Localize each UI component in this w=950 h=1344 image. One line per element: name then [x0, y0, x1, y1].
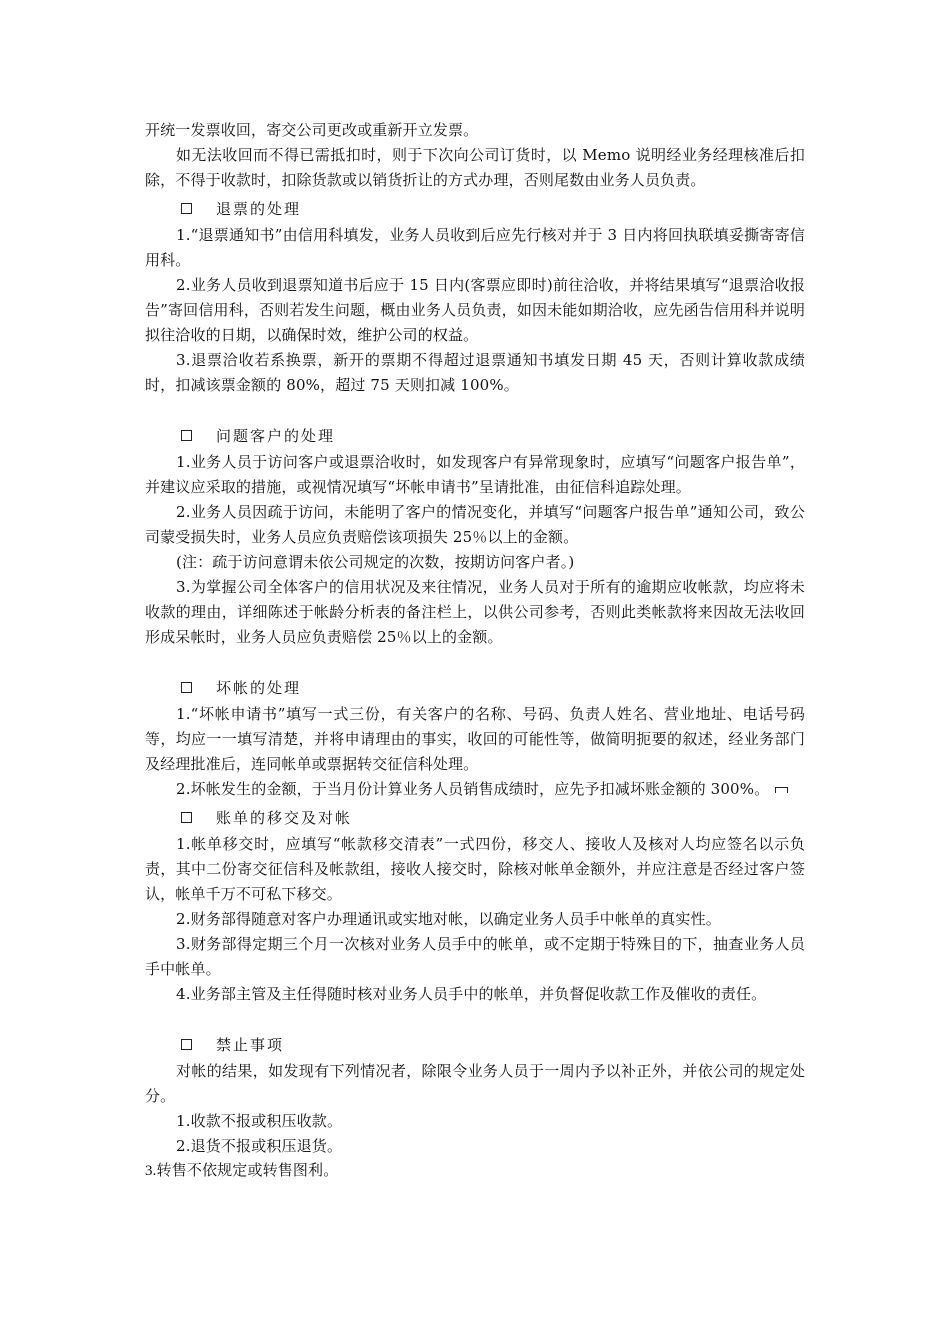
checkbox-icon	[181, 812, 192, 823]
checkbox-icon	[181, 1039, 192, 1050]
section-heading	[181, 420, 805, 450]
section-title: 退票的处理	[216, 199, 302, 218]
paragraph: 开统一发票收回，寄交公司更改或重新开立发票。	[145, 121, 479, 139]
checkbox-icon	[181, 430, 192, 441]
section-heading	[181, 802, 805, 832]
section-heading	[181, 1029, 805, 1059]
paragraph: 如无法收回而不得已需抵扣时，则于下次向公司订货时，以 Memo 说明经业务经理核准后扣除，不得于收款时，扣除货款或以销货折让的方式办理，否则尾数由业务人员负责。	[145, 146, 805, 189]
paragraph: 4.业务部主管及主任得随时核对业务人员手中的帐单，并负督促收款工作及催收的责任。	[176, 985, 767, 1003]
paragraph-text: 2.坏帐发生的金额，于当月份计算业务人员销售成绩时，应先予扣减坏账金额的 300%。	[176, 780, 770, 798]
paragraph: 2.业务人员收到退票知道书后应于 15 日内(客票应即时)前往洽收，并将结果填写“退票洽收报告”寄回信用科，否则若发生问题，概由业务人员负责，如因未能如期洽收，应先函告信用科并说明拟往洽收的日期，以确保时效，维护公司的权益。	[145, 276, 805, 344]
section-title: 禁止事项	[216, 1035, 285, 1054]
paragraph: (注：疏于访问意谓未依公司规定的次数，按期访问客户者。)	[176, 553, 575, 571]
section-title: 问题客户的处理	[216, 426, 336, 445]
paragraph: 3.退票洽收若系换票，新开的票期不得超过退票通知书填发日期 45 天，否则计算收款成绩时，扣减该票金额的 80%，超过 75 天则扣减 100%。	[145, 351, 805, 394]
section-title: 坏帐的处理	[216, 678, 302, 697]
paragraph	[145, 777, 805, 802]
paragraph: 2.业务人员因疏于访问，未能明了客户的情况变化，并填写“问题客户报告单”通知公司，致公司蒙受损失时，业务人员应负责赔偿该项损失 25％以上的金额。	[145, 503, 805, 546]
paragraph: 3.为掌握公司全体客户的信用状况及来往情况，业务人员对于所有的逾期应收帐款，均应将未收款的理由，详细陈述于帐龄分析表的备注栏上，以供公司参考，否则此类帐款将来因故无法收回形成呆帐时，业务人员应负责赔偿 25％以上的金额。	[145, 578, 805, 646]
checkbox-icon	[181, 682, 192, 693]
paragraph: 1.收款不报或积压收款。	[176, 1112, 343, 1130]
paragraph: 1.业务人员于访问客户或退票洽收时，如发现客户有异常现象时，应填写“问题客户报告单”，并建议应采取的措施，或视情况填写“坏帐申请书”呈请批准，由征信科追踪处理。	[145, 453, 805, 496]
paragraph: 2.退货不报或积压退货。	[176, 1137, 343, 1155]
paragraph: 1.“退票通知书”由信用科填发，业务人员收到后应先行核对并于 3 日内将回执联填妥撕寄寄信用科。	[145, 226, 805, 269]
bracket-mark-icon	[775, 787, 788, 793]
section-heading	[181, 672, 805, 702]
paragraph: 1.“坏帐申请书”填写一式三份，有关客户的名称、号码、负责人姓名、营业地址、电话号码等，均应一一填写清楚，并将申请理由的事实，收回的可能性等，做简明扼要的叙述，经业务部门及经理批准后，连同帐单或票据转交征信科处理。	[145, 705, 805, 773]
paragraph: 2.财务部得随意对客户办理通讯或实地对帐，以确定业务人员手中帐单的真实性。	[176, 910, 721, 928]
document-page	[145, 118, 805, 1184]
section-heading	[181, 193, 805, 223]
checkbox-icon	[181, 203, 192, 214]
section-title: 账单的移交及对帐	[216, 808, 353, 827]
paragraph: 对帐的结果，如发现有下列情况者，除限令业务人员于一周内予以补正外，并依公司的规定处分。	[145, 1062, 805, 1105]
paragraph: 1.帐单移交时，应填写“帐款移交清表”一式四份，移交人、接收人及核对人均应签名以示负责，其中二份寄交征信科及帐款组，接收人接交时，除核对帐单金额外，并应注意是否经过客户签认，帐单千万不可私下移交。	[145, 835, 805, 903]
paragraph: 3.转售不依规定或转售图利。	[145, 1163, 339, 1179]
paragraph: 3.财务部得定期三个月一次核对业务人员手中的帐单，或不定期于特殊目的下，抽查业务人员手中帐单。	[145, 935, 805, 978]
